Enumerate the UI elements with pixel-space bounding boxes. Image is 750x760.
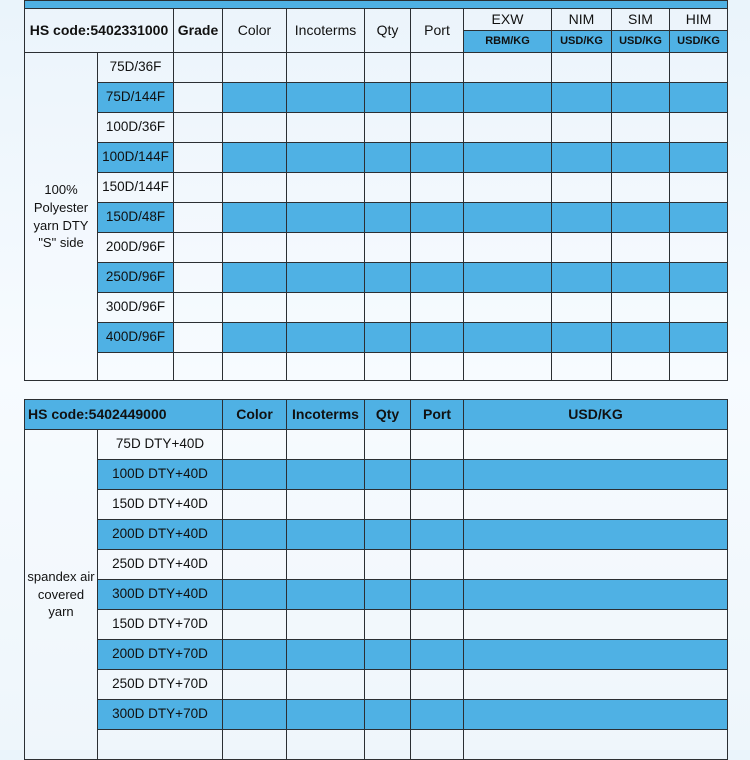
table-row (25, 263, 728, 293)
spec-cell: 75D DTY+40D (98, 430, 223, 460)
table-row (25, 580, 728, 610)
spec-cell: 75D/36F (98, 53, 174, 83)
spec-cell: 150D DTY+70D (98, 610, 223, 640)
table-row (25, 143, 728, 173)
table-row (25, 520, 728, 550)
spec-cell (98, 353, 174, 381)
exw-unit: RBM/KG (464, 31, 552, 53)
spec-cell: 400D/96F (98, 323, 174, 353)
spec-cell: 200D DTY+40D (98, 520, 223, 550)
table-row (25, 83, 728, 113)
table-row (25, 460, 728, 490)
top-band (25, 1, 728, 9)
spec-cell: 75D/144F (98, 83, 174, 113)
color-header: Color (223, 400, 287, 430)
table-row (25, 233, 728, 263)
table-row (25, 640, 728, 670)
spec-cell (98, 730, 223, 760)
table-row (25, 293, 728, 323)
spec-cell: 150D/48F (98, 203, 174, 233)
sim-header: SIM (612, 9, 670, 31)
qty-header: Qty (365, 9, 411, 53)
table-row (25, 610, 728, 640)
spec-cell: 150D DTY+40D (98, 490, 223, 520)
spec-cell: 150D/144F (98, 173, 174, 203)
table-row (25, 53, 728, 83)
sim-unit: USD/KG (612, 31, 670, 53)
table-row (25, 430, 728, 460)
table-row (25, 203, 728, 233)
table-row (25, 490, 728, 520)
table-row (25, 323, 728, 353)
spec-cell: 250D DTY+70D (98, 670, 223, 700)
spec-cell: 250D DTY+40D (98, 550, 223, 580)
spec-cell: 100D/36F (98, 113, 174, 143)
spec-cell: 200D/96F (98, 233, 174, 263)
spec-cell: 100D DTY+40D (98, 460, 223, 490)
product-group-label: 100% Polyester yarn DTY "S" side (25, 53, 98, 381)
price-table-polyester-dty (24, 0, 728, 381)
spec-cell: 100D/144F (98, 143, 174, 173)
spec-cell: 300D DTY+70D (98, 700, 223, 730)
table-row (25, 113, 728, 143)
nim-header: NIM (552, 9, 612, 31)
exw-header: EXW (464, 9, 552, 31)
price-table-spandex-covered-yarn (24, 399, 728, 760)
incoterms-header: Incoterms (287, 400, 365, 430)
table-row (25, 700, 728, 730)
product-group-label: spandex air covered yarn (25, 430, 98, 760)
incoterms-header: Incoterms (287, 9, 365, 53)
table-row (25, 670, 728, 700)
table-row (25, 353, 728, 381)
port-header: Port (411, 400, 464, 430)
table-row (25, 550, 728, 580)
color-header: Color (223, 9, 287, 53)
spec-cell: 300D/96F (98, 293, 174, 323)
spec-cell: 250D/96F (98, 263, 174, 293)
qty-header: Qty (365, 400, 411, 430)
price-header: USD/KG (464, 400, 728, 430)
nim-unit: USD/KG (552, 31, 612, 53)
port-header: Port (411, 9, 464, 53)
table-row (25, 173, 728, 203)
hs-code-header: HS code:5402331000 (25, 9, 174, 53)
him-header: HIM (670, 9, 728, 31)
grade-header: Grade (174, 9, 223, 53)
him-unit: USD/KG (670, 31, 728, 53)
table-row (25, 730, 728, 760)
hs-code-header: HS code:5402449000 (25, 400, 223, 430)
spec-cell: 300D DTY+40D (98, 580, 223, 610)
spec-cell: 200D DTY+70D (98, 640, 223, 670)
